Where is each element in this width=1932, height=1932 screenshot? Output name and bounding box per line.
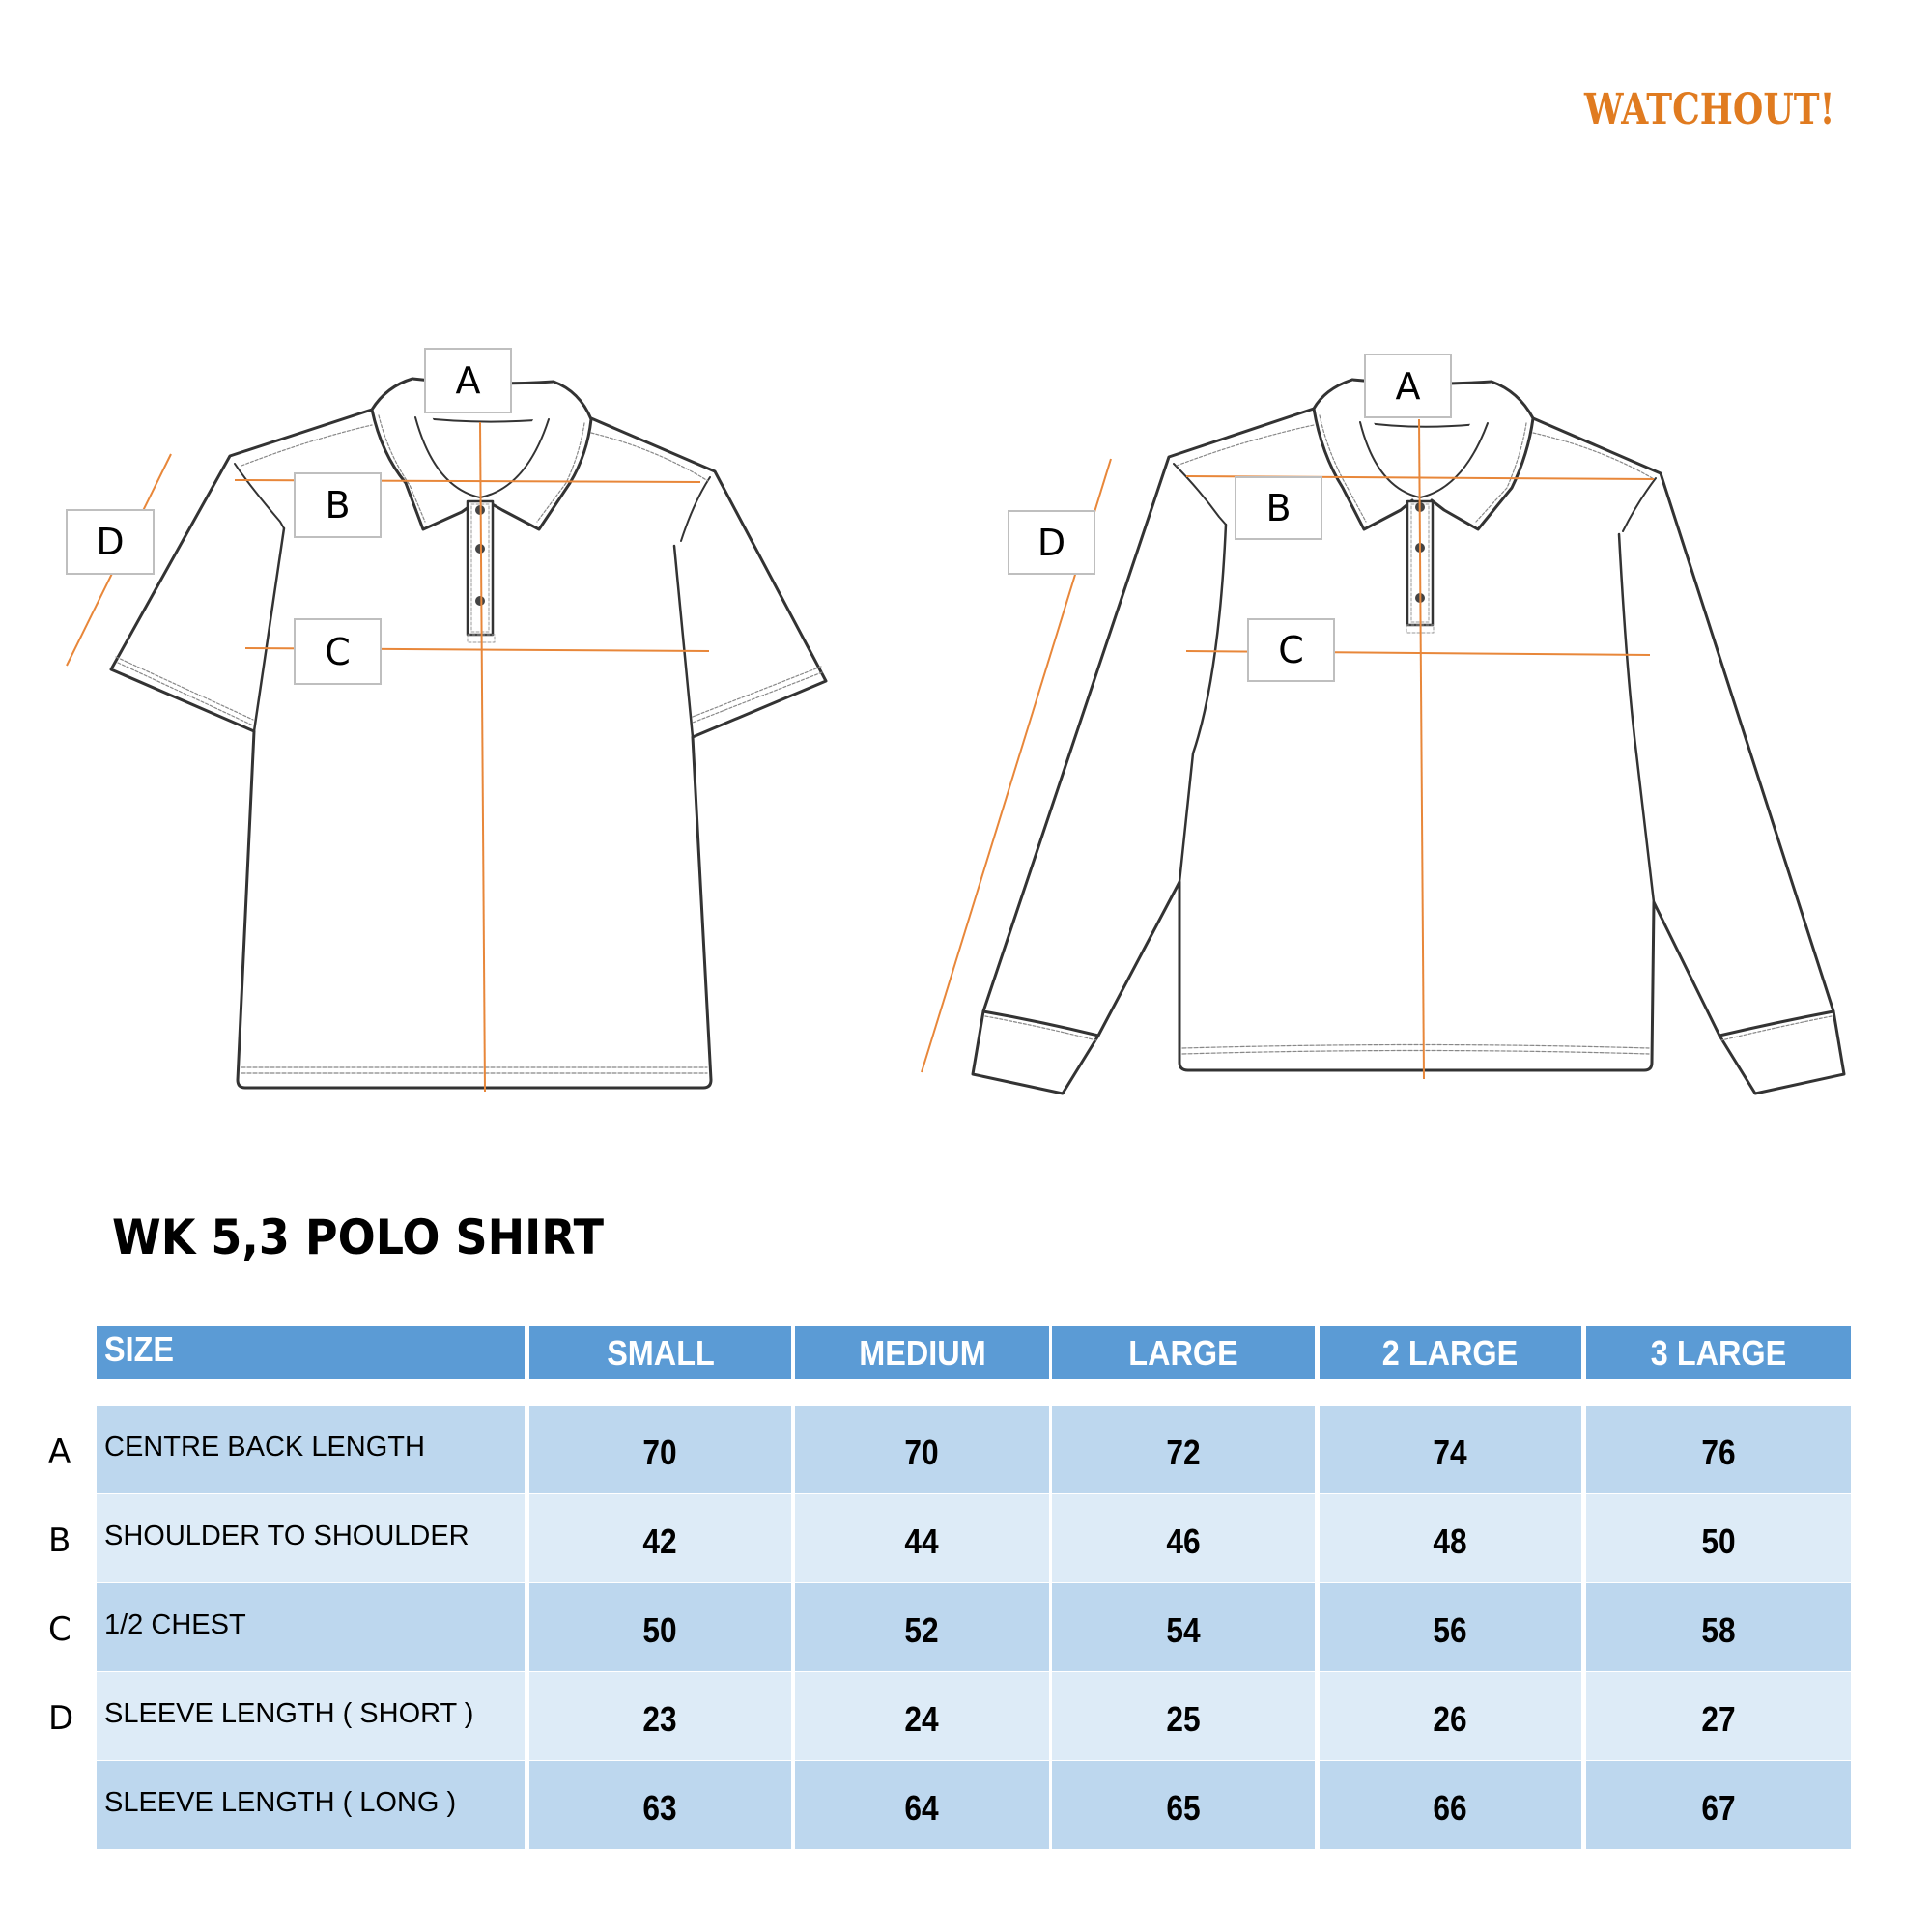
row-letter-b: B [48, 1521, 71, 1560]
cell-2-large: 48 [1320, 1494, 1581, 1582]
cell-2-large: 26 [1320, 1672, 1581, 1760]
cell-small: 23 [529, 1672, 791, 1760]
short-sleeve-polo-drawing [111, 379, 826, 1088]
cell-large: 72 [1052, 1406, 1315, 1493]
table-row-centre-back-length [97, 1406, 1851, 1494]
cell-small: 63 [529, 1761, 791, 1849]
long-sleeve-polo-drawing [973, 380, 1844, 1094]
product-title: WK 5,3 POLO SHIRT [112, 1209, 604, 1265]
table-row-sleeve-length-short [97, 1672, 1851, 1761]
cell-large: 54 [1052, 1583, 1315, 1671]
brand-logo: WATCHOUT! [1584, 85, 1835, 134]
cell-3-large: 58 [1586, 1583, 1851, 1671]
row-label: 1/2 CHEST [97, 1583, 525, 1671]
cell-large: 25 [1052, 1672, 1315, 1760]
row-letter-c: C [48, 1610, 71, 1649]
cell-3-large: 27 [1586, 1672, 1851, 1760]
short-label-b: B [294, 472, 382, 538]
cell-2-large: 74 [1320, 1406, 1581, 1493]
cell-medium: 64 [795, 1761, 1049, 1849]
row-label: CENTRE BACK LENGTH [97, 1406, 525, 1493]
cell-medium: 24 [795, 1672, 1049, 1760]
cell-medium: 52 [795, 1583, 1049, 1671]
cell-medium: 70 [795, 1406, 1049, 1493]
cell-small: 42 [529, 1494, 791, 1582]
cell-small: 70 [529, 1406, 791, 1493]
cell-small: 50 [529, 1583, 791, 1671]
header-small: SMALL [529, 1326, 791, 1379]
long-label-b: B [1235, 476, 1322, 540]
cell-3-large: 50 [1586, 1494, 1851, 1582]
header-large: LARGE [1052, 1326, 1315, 1379]
row-label: SLEEVE LENGTH ( SHORT ) [97, 1672, 525, 1760]
table-row-shoulder-to-shoulder [97, 1494, 1851, 1583]
short-label-c: C [294, 618, 382, 685]
row-label: SHOULDER TO SHOULDER [97, 1494, 525, 1582]
header-3-large: 3 LARGE [1586, 1326, 1851, 1379]
short-label-a: A [424, 348, 512, 413]
table-row-sleeve-length-long [97, 1761, 1851, 1850]
short-label-d: D [66, 509, 155, 575]
table-row-half-chest [97, 1583, 1851, 1672]
header-size: SIZE [97, 1326, 525, 1379]
row-letter-a: A [48, 1433, 71, 1471]
row-label: SLEEVE LENGTH ( LONG ) [97, 1761, 525, 1849]
long-label-c: C [1247, 618, 1335, 682]
cell-2-large: 66 [1320, 1761, 1581, 1849]
cell-medium: 44 [795, 1494, 1049, 1582]
row-letter-d: D [48, 1699, 74, 1738]
cell-3-large: 67 [1586, 1761, 1851, 1849]
header-2-large: 2 LARGE [1320, 1326, 1581, 1379]
long-label-d: D [1008, 510, 1095, 575]
cell-2-large: 56 [1320, 1583, 1581, 1671]
long-label-a: A [1364, 354, 1452, 418]
cell-3-large: 76 [1586, 1406, 1851, 1493]
header-medium: MEDIUM [795, 1326, 1049, 1379]
cell-large: 65 [1052, 1761, 1315, 1849]
cell-large: 46 [1052, 1494, 1315, 1582]
